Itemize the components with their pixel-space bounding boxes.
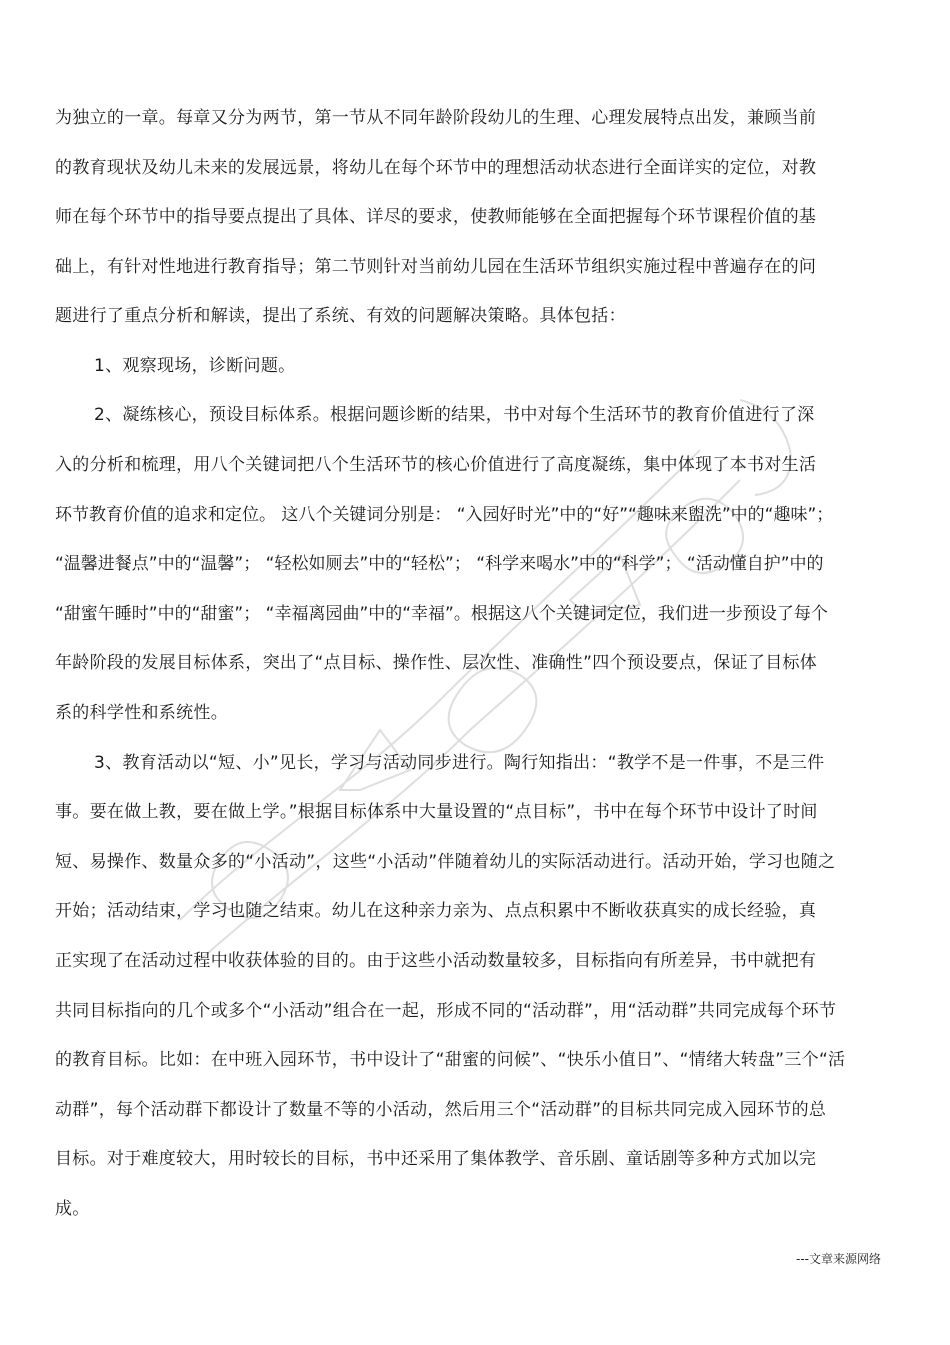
text-line: 入的分析和梳理，用八个关键词把八个生活环节的核心价值进行了高度凝练，集中体现了本书对生活 xyxy=(55,455,817,475)
text-line: “温馨进餐点”中的“温馨”； “轻松如厕去”中的“轻松”； “科学来喝水”中的“科学”； “活动懂自护”中的 xyxy=(55,554,824,574)
text-line: 短、易操作、数量众多的“小活动”，这些“小活动”伴随着幼儿的实际活动进行。活动开始，学习也随之 xyxy=(55,852,836,872)
text-line: 目标。对于难度较大，用时较长的目标，书中还采用了集体教学、音乐剧、童话剧等多种方式加以完 xyxy=(55,1149,817,1169)
text-line: 事。要在做上教，要在做上学。”根据目标体系中大量设置的“点目标”，书中在每个环节中设计了时间 xyxy=(55,802,818,822)
text-line: 系的科学性和系统性。 xyxy=(55,703,228,723)
text-line: 环节教育价值的追求和定位。 这八个关键词分别是： “入园好时光”中的“好”“趣味来盥洗”中的“趣味”； xyxy=(55,505,834,525)
list-item: 3、教育活动以“短、小”见长，学习与活动同步进行。陶行知指出：“教学不是一件事，不是三件 xyxy=(94,753,825,773)
list-item: 2、凝练核心，预设目标体系。根据问题诊断的结果，书中对每个生活环节的教育价值进行了深 xyxy=(94,405,815,425)
text-line: 的教育现状及幼儿未来的发展远景，将幼儿在每个环节中的理想活动状态进行全面详实的定位，对教 xyxy=(55,158,817,178)
text-line: 动群”，每个活动群下都设计了数量不等的小活动，然后用三个“活动群”的目标共同完成入园环节的总 xyxy=(55,1100,827,1120)
text-line: 共同目标指向的几个或多个“小活动”组合在一起，形成不同的“活动群”，用“活动群”共同完成每个环节 xyxy=(55,1001,837,1021)
text-line: 师在每个环节中的指导要点提出了具体、详尽的要求，使教师能够在全面把握每个环节课程价值的基 xyxy=(55,207,817,227)
text-line: 的教育目标。比如：在中班入园环节，书中设计了“甜蜜的问候”、“快乐小值日”、“情绪大转盘”三个“活 xyxy=(55,1050,846,1070)
text-line: 为独立的一章。每章又分为两节，第一节从不同年龄阶段幼儿的生理、心理发展特点出发，兼顾当前 xyxy=(55,108,817,128)
text-line: 础上，有针对性地进行教育指导；第二节则针对当前幼儿园在生活环节组织实施过程中普遍存在的问 xyxy=(55,257,817,277)
text-line: 正实现了在活动过程中收获体验的目的。由于这些小活动数量较多，目标指向有所差异，书中就把有 xyxy=(55,951,817,971)
text-line: 题进行了重点分析和解读，提出了系统、有效的问题解决策略。具体包括： xyxy=(55,306,626,326)
source-note: ---文章来源网络 xyxy=(796,1252,881,1266)
text-line: 成。 xyxy=(55,1199,90,1219)
text-line: 开始；活动结束，学习也随之结束。幼儿在这种亲力亲为、点点积累中不断收获真实的成长经验，真 xyxy=(55,901,817,921)
text-line: 年龄阶段的发展目标体系，突出了“点目标、操作性、层次性、准确性”四个预设要点，保证了目标体 xyxy=(55,653,818,673)
text-line: “甜蜜午睡时”中的“甜蜜”； “幸福离园曲”中的“幸福”。根据这八个关键词定位，我们进一步预设了每个 xyxy=(55,604,828,624)
list-item: 1、观察现场，诊断问题。 xyxy=(94,356,296,376)
